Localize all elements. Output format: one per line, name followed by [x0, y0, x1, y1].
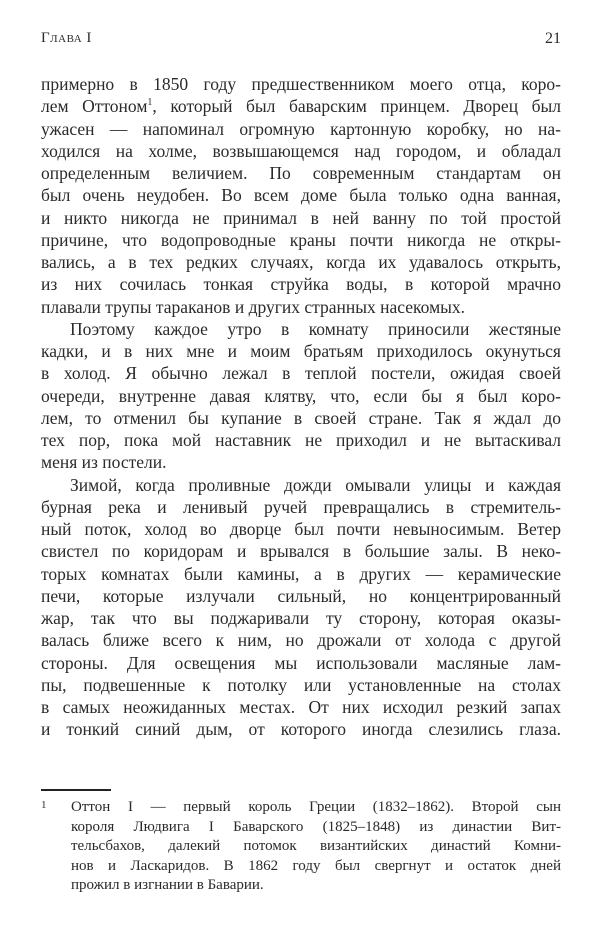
footnote-reference[interactable]: 1 — [147, 97, 153, 109]
text-line: ходился на холме, возвышающемся над городом, и обладал — [41, 140, 561, 161]
text-line: Поэтому каждое утро в комнату приносили жестяные — [70, 318, 561, 339]
text-line: пы, подвешенные к потолку или установленные на столах — [41, 674, 561, 695]
text-line: валась ближе всего к ним, но дрожали от холода с другой — [41, 630, 561, 651]
text-line: торых комнатах были камины, а в других — керамические — [41, 563, 561, 584]
text-line: стороны. Для освещения мы использовали масляные лам- — [41, 652, 561, 673]
paragraph — [41, 318, 561, 474]
text-fragment: , который был баварским принцем. Дворец был — [152, 96, 561, 117]
text-line: причине, что водопроводные краны почти никогда не откры- — [41, 229, 561, 250]
text-line: и тонкий синий дым, от которого иногда слезились глаза. — [41, 719, 561, 740]
text-line: тех пор, пока мой наставник не приходил и не вытаскивал — [41, 430, 561, 450]
text-line: и никто никогда не принимал в ней ванну по той простой — [41, 207, 561, 228]
text-line: вались, а в тех редких случаях, когда их удавалось открыть, — [41, 252, 561, 272]
text-line: в самых неожиданных местах. От них исходил резкий запах — [41, 697, 561, 717]
footnote-line: прожил в изгнании в Баварии. — [71, 877, 264, 893]
footnote-line: тельсбахов, далекий потомок византийских династий Комни- — [71, 838, 561, 854]
text-line: из них сочилась тонкая струйка воды, в которой мрачно — [41, 274, 561, 295]
body-text — [41, 73, 561, 741]
text-line: бурная река и ленивый ручей превращались в стремитель- — [41, 496, 561, 517]
text-line: свистел по коридорам и врывался в большие залы. В неко- — [41, 541, 561, 562]
text-line: определенным величием. По современным стандартам он — [41, 163, 561, 183]
footnote-line: короля Людвига I Баварского (1825–1848) из династии Вит- — [71, 818, 561, 835]
text-line: был очень неудобен. Во всем доме была только одна ванная, — [41, 185, 561, 206]
text-line: меня из постели. — [41, 452, 167, 473]
text-line: печи, которые излучали сильный, но концентрированный — [41, 585, 561, 606]
text-line: лем, то отменил бы купание в своей стране. Так я ждал до — [41, 407, 561, 428]
text-line — [41, 95, 561, 117]
page-number: 21 — [545, 30, 561, 47]
text-line: кадки, и в них мне и моим братьям приходилось окунуться — [41, 341, 561, 361]
text-line: жар, так что вы поджаривали ту сторону, которая оказы- — [41, 608, 561, 628]
footnote-line: Оттон I — первый король Греции (1832–1862). Второй сын — [71, 799, 561, 815]
text-line: в холод. Я обычно лежал в теплой постели, ожидая своей — [41, 363, 561, 384]
paragraph — [41, 73, 561, 318]
footnote-divider — [41, 789, 111, 791]
text-line: примерно в 1850 году предшественником моего отца, коро- — [41, 74, 561, 94]
paragraph — [41, 474, 561, 741]
running-header — [41, 30, 561, 50]
running-title: Глава I — [41, 30, 92, 46]
footnote-number: 1 — [41, 799, 47, 811]
text-line: плавали трупы тараканов и других странных насекомых. — [41, 296, 466, 317]
footnote-line: нов и Ласкаридов. В 1862 году был свергнут и остаток дней — [71, 857, 561, 874]
text-line: очереди, внутренне давая клятву, что, если бы я был коро- — [41, 385, 561, 406]
text-line: ужасен — напоминал огромную картонную коробку, но на- — [41, 118, 561, 139]
text-fragment: лем Оттоном — [41, 96, 148, 117]
text-line: ный поток, холод во дворце был почти невыносимым. Ветер — [41, 519, 561, 539]
footnote-text — [71, 798, 561, 896]
text-line: Зимой, когда проливные дожди омывали улицы и каждая — [70, 474, 561, 495]
